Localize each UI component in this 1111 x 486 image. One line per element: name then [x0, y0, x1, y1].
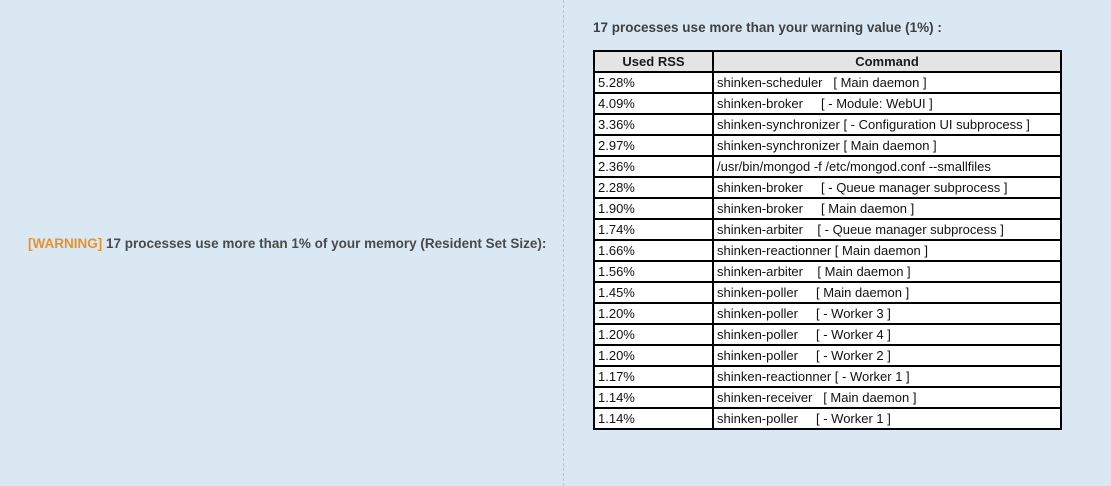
used-rss-cell: 1.20%	[594, 345, 713, 366]
warning-badge: [WARNING]	[28, 236, 103, 251]
used-rss-cell: 1.14%	[594, 408, 713, 429]
table-row	[594, 198, 1061, 219]
used-rss-cell: 4.09%	[594, 93, 713, 114]
used-rss-cell: 1.45%	[594, 282, 713, 303]
table-row	[594, 114, 1061, 135]
table-row	[594, 303, 1061, 324]
table-row	[594, 345, 1061, 366]
command-cell: shinken-poller [ Main daemon ]	[713, 282, 1061, 303]
used-rss-cell: 1.20%	[594, 324, 713, 345]
used-rss-cell: 2.97%	[594, 135, 713, 156]
process-table-body	[594, 72, 1061, 429]
command-cell: shinken-receiver [ Main daemon ]	[713, 387, 1061, 408]
command-cell: shinken-poller [ - Worker 2 ]	[713, 345, 1061, 366]
warning-message	[28, 235, 548, 253]
process-table-title: 17 processes use more than your warning value (1%) :	[593, 20, 942, 35]
used-rss-cell: 1.90%	[594, 198, 713, 219]
table-header-row	[594, 51, 1061, 72]
command-cell: shinken-reactionner [ Main daemon ]	[713, 240, 1061, 261]
command-cell: shinken-poller [ - Worker 3 ]	[713, 303, 1061, 324]
table-row	[594, 93, 1061, 114]
table-row	[594, 72, 1061, 93]
used-rss-cell: 1.56%	[594, 261, 713, 282]
used-rss-cell: 1.20%	[594, 303, 713, 324]
table-row	[594, 408, 1061, 429]
used-rss-cell: 5.28%	[594, 72, 713, 93]
command-cell: shinken-arbiter [ - Queue manager subprocess ]	[713, 219, 1061, 240]
table-row	[594, 177, 1061, 198]
command-cell: shinken-poller [ - Worker 1 ]	[713, 408, 1061, 429]
table-row	[594, 366, 1061, 387]
table-row	[594, 240, 1061, 261]
used-rss-cell: 2.28%	[594, 177, 713, 198]
section-divider	[563, 0, 564, 486]
used-rss-cell: 1.17%	[594, 366, 713, 387]
command-cell: shinken-scheduler [ Main daemon ]	[713, 72, 1061, 93]
table-row	[594, 261, 1061, 282]
table-row	[594, 387, 1061, 408]
warning-text: 17 processes use more than 1% of your memory (Resident Set Size):	[102, 236, 547, 251]
used-rss-cell: 2.36%	[594, 156, 713, 177]
command-cell: shinken-broker [ Main daemon ]	[713, 198, 1061, 219]
command-cell: shinken-synchronizer [ - Configuration UI subprocess ]	[713, 114, 1061, 135]
used-rss-cell: 1.74%	[594, 219, 713, 240]
column-header-command: Command	[713, 51, 1061, 72]
process-table	[593, 50, 1062, 430]
table-row	[594, 135, 1061, 156]
command-cell: shinken-broker [ - Queue manager subprocess ]	[713, 177, 1061, 198]
used-rss-cell: 1.14%	[594, 387, 713, 408]
command-cell: shinken-reactionner [ - Worker 1 ]	[713, 366, 1061, 387]
column-header-used-rss: Used RSS	[594, 51, 713, 72]
command-cell: shinken-broker [ - Module: WebUI ]	[713, 93, 1061, 114]
table-row	[594, 219, 1061, 240]
command-cell: shinken-poller [ - Worker 4 ]	[713, 324, 1061, 345]
command-cell: shinken-arbiter [ Main daemon ]	[713, 261, 1061, 282]
table-row	[594, 282, 1061, 303]
table-row	[594, 156, 1061, 177]
table-row	[594, 324, 1061, 345]
used-rss-cell: 1.66%	[594, 240, 713, 261]
process-report-panel	[593, 20, 1093, 430]
used-rss-cell: 3.36%	[594, 114, 713, 135]
command-cell: shinken-synchronizer [ Main daemon ]	[713, 135, 1061, 156]
command-cell: /usr/bin/mongod -f /etc/mongod.conf --smallfiles	[713, 156, 1061, 177]
